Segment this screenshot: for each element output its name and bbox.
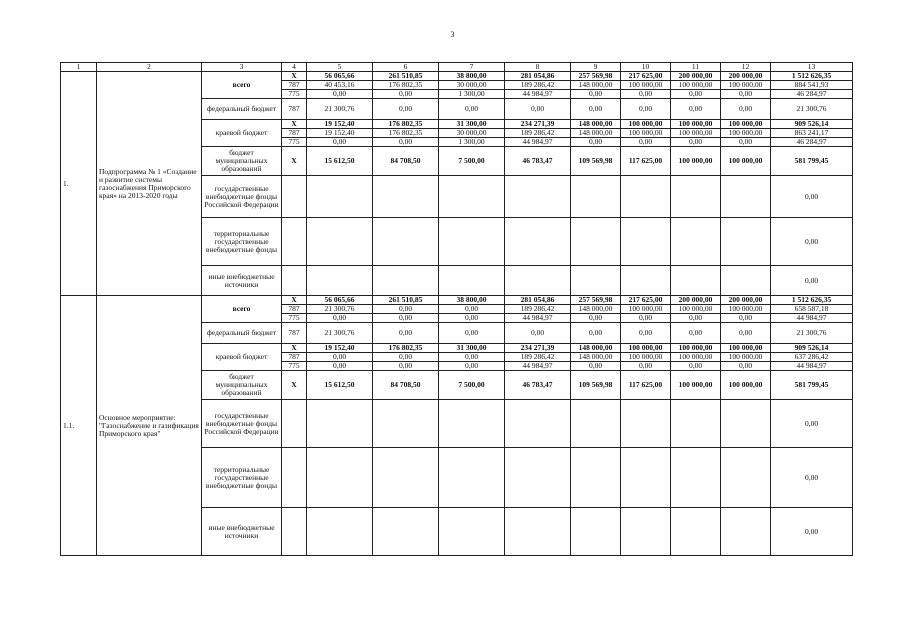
amount-cell: 200 000,00 bbox=[671, 72, 721, 81]
amount-cell: 100 000,00 bbox=[671, 147, 721, 176]
amount-cell: 21 300,76 bbox=[307, 99, 373, 120]
amount-cell bbox=[373, 266, 439, 296]
amount-cell: 234 271,39 bbox=[505, 344, 571, 353]
amount-cell: 637 286,42 bbox=[771, 353, 853, 362]
amount-cell bbox=[439, 176, 505, 218]
amount-cell bbox=[373, 508, 439, 556]
amount-cell: 0,00 bbox=[671, 362, 721, 371]
budget-table bbox=[60, 62, 853, 556]
amount-cell bbox=[721, 400, 771, 448]
amount-cell: 0,00 bbox=[373, 138, 439, 147]
amount-cell bbox=[721, 448, 771, 508]
funding-source-label: территориальные государственные внебюджетные фонды bbox=[202, 218, 282, 266]
kbk-code: 775 bbox=[282, 314, 307, 323]
amount-cell: 261 510,85 bbox=[373, 296, 439, 305]
amount-cell bbox=[621, 400, 671, 448]
amount-cell: 109 569,98 bbox=[571, 371, 621, 400]
amount-cell: 21 300,76 bbox=[307, 305, 373, 314]
amount-cell: 0,00 bbox=[671, 323, 721, 344]
column-header: 12 bbox=[721, 63, 771, 72]
amount-cell bbox=[505, 400, 571, 448]
amount-cell bbox=[505, 176, 571, 218]
amount-cell: 909 526,14 bbox=[771, 344, 853, 353]
kbk-code bbox=[282, 448, 307, 508]
amount-cell: 100 000,00 bbox=[671, 81, 721, 90]
column-header: 7 bbox=[439, 63, 505, 72]
amount-cell: 0,00 bbox=[671, 90, 721, 99]
amount-cell: 0,00 bbox=[439, 314, 505, 323]
amount-cell: 117 625,00 bbox=[621, 147, 671, 176]
kbk-code bbox=[282, 508, 307, 556]
amount-cell: 0,00 bbox=[621, 138, 671, 147]
kbk-code: X bbox=[282, 296, 307, 305]
amount-cell: 0,00 bbox=[439, 323, 505, 344]
amount-cell: 0,00 bbox=[373, 353, 439, 362]
column-header: 13 bbox=[771, 63, 853, 72]
amount-cell: 0,00 bbox=[571, 90, 621, 99]
amount-cell: 21 300,76 bbox=[307, 323, 373, 344]
kbk-code: 787 bbox=[282, 305, 307, 314]
column-header: 9 bbox=[571, 63, 621, 72]
kbk-code: X bbox=[282, 72, 307, 81]
amount-cell bbox=[621, 266, 671, 296]
amount-cell: 148 000,00 bbox=[571, 305, 621, 314]
amount-cell bbox=[571, 266, 621, 296]
amount-cell bbox=[571, 448, 621, 508]
kbk-code: 787 bbox=[282, 81, 307, 90]
amount-cell: 189 286,42 bbox=[505, 305, 571, 314]
amount-cell bbox=[721, 508, 771, 556]
amount-cell: 0,00 bbox=[671, 138, 721, 147]
amount-cell bbox=[505, 508, 571, 556]
amount-cell bbox=[373, 218, 439, 266]
kbk-code: 787 bbox=[282, 129, 307, 138]
table-row bbox=[61, 72, 853, 81]
funding-source-label: государственные внебюджетные фонды Российской Федерации bbox=[202, 400, 282, 448]
amount-cell: 0,00 bbox=[721, 138, 771, 147]
amount-cell: 100 000,00 bbox=[621, 353, 671, 362]
amount-cell: 56 065,66 bbox=[307, 296, 373, 305]
table-row bbox=[61, 296, 853, 305]
amount-cell: 0,00 bbox=[439, 353, 505, 362]
amount-cell: 21 300,76 bbox=[771, 323, 853, 344]
amount-cell bbox=[373, 176, 439, 218]
amount-cell: 0,00 bbox=[621, 362, 671, 371]
funding-source-label: федеральный бюджет bbox=[202, 323, 282, 344]
header-row bbox=[61, 63, 853, 72]
column-header: 2 bbox=[97, 63, 202, 72]
amount-cell: 100 000,00 bbox=[721, 305, 771, 314]
amount-cell: 0,00 bbox=[571, 362, 621, 371]
amount-cell: 189 286,42 bbox=[505, 353, 571, 362]
amount-cell bbox=[307, 400, 373, 448]
item-name: Подпрограмма № 1 «Создание и развитие системы газоснабжения Приморского края» на 2013-2020 годы bbox=[97, 72, 202, 296]
column-header: 8 bbox=[505, 63, 571, 72]
amount-cell: 257 569,98 bbox=[571, 296, 621, 305]
kbk-code bbox=[282, 266, 307, 296]
amount-cell: 19 152,40 bbox=[307, 129, 373, 138]
amount-cell: 0,00 bbox=[771, 218, 853, 266]
funding-source-label: территориальные государственные внебюджетные фонды bbox=[202, 448, 282, 508]
kbk-code: X bbox=[282, 120, 307, 129]
amount-cell: 0,00 bbox=[621, 99, 671, 120]
kbk-code: X bbox=[282, 344, 307, 353]
kbk-code: 787 bbox=[282, 99, 307, 120]
amount-cell: 0,00 bbox=[721, 314, 771, 323]
funding-source-label: всего bbox=[202, 72, 282, 99]
amount-cell: 0,00 bbox=[571, 99, 621, 120]
amount-cell bbox=[505, 266, 571, 296]
amount-cell: 1 300,00 bbox=[439, 138, 505, 147]
amount-cell bbox=[439, 266, 505, 296]
amount-cell bbox=[621, 508, 671, 556]
amount-cell bbox=[671, 448, 721, 508]
amount-cell: 84 708,50 bbox=[373, 371, 439, 400]
page-number: 3 bbox=[450, 30, 455, 39]
amount-cell: 884 541,93 bbox=[771, 81, 853, 90]
amount-cell: 46 783,47 bbox=[505, 147, 571, 176]
amount-cell: 176 802,35 bbox=[373, 81, 439, 90]
amount-cell: 1 512 626,35 bbox=[771, 72, 853, 81]
amount-cell: 38 800,00 bbox=[439, 296, 505, 305]
kbk-code bbox=[282, 218, 307, 266]
item-number: 1.1. bbox=[61, 296, 97, 556]
amount-cell: 281 054,86 bbox=[505, 72, 571, 81]
amount-cell: 100 000,00 bbox=[621, 120, 671, 129]
amount-cell: 0,00 bbox=[505, 323, 571, 344]
amount-cell: 46 284,97 bbox=[771, 138, 853, 147]
column-header: 10 bbox=[621, 63, 671, 72]
amount-cell: 109 569,98 bbox=[571, 147, 621, 176]
amount-cell: 44 984,97 bbox=[771, 314, 853, 323]
amount-cell bbox=[571, 218, 621, 266]
item-name: Основное мероприятие: "Газоснабжение и газификация Приморского края" bbox=[97, 296, 202, 556]
amount-cell: 261 510,85 bbox=[373, 72, 439, 81]
kbk-code: 775 bbox=[282, 90, 307, 99]
amount-cell bbox=[671, 218, 721, 266]
amount-cell: 46 783,47 bbox=[505, 371, 571, 400]
amount-cell bbox=[571, 400, 621, 448]
amount-cell bbox=[307, 218, 373, 266]
amount-cell: 217 625,00 bbox=[621, 296, 671, 305]
amount-cell: 30 000,00 bbox=[439, 129, 505, 138]
kbk-code: 775 bbox=[282, 362, 307, 371]
amount-cell: 100 000,00 bbox=[721, 353, 771, 362]
amount-cell bbox=[505, 448, 571, 508]
amount-cell: 0,00 bbox=[373, 99, 439, 120]
amount-cell: 0,00 bbox=[771, 266, 853, 296]
amount-cell: 189 286,42 bbox=[505, 81, 571, 90]
kbk-code bbox=[282, 176, 307, 218]
amount-cell bbox=[721, 218, 771, 266]
amount-cell: 7 500,00 bbox=[439, 147, 505, 176]
column-header: 3 bbox=[202, 63, 282, 72]
table-body bbox=[61, 63, 853, 556]
amount-cell: 44 984,97 bbox=[505, 90, 571, 99]
amount-cell bbox=[671, 266, 721, 296]
amount-cell bbox=[571, 508, 621, 556]
amount-cell: 0,00 bbox=[771, 400, 853, 448]
amount-cell: 176 802,35 bbox=[373, 129, 439, 138]
amount-cell: 117 625,00 bbox=[621, 371, 671, 400]
amount-cell: 176 802,35 bbox=[373, 344, 439, 353]
amount-cell bbox=[373, 448, 439, 508]
funding-source-label: бюджет муниципальных образований bbox=[202, 371, 282, 400]
kbk-code: 787 bbox=[282, 323, 307, 344]
amount-cell: 0,00 bbox=[721, 90, 771, 99]
amount-cell: 0,00 bbox=[373, 362, 439, 371]
amount-cell: 19 152,40 bbox=[307, 344, 373, 353]
funding-source-label: иные внебюджетные источники bbox=[202, 508, 282, 556]
amount-cell bbox=[571, 176, 621, 218]
amount-cell bbox=[621, 448, 671, 508]
amount-cell: 0,00 bbox=[439, 305, 505, 314]
amount-cell: 0,00 bbox=[571, 138, 621, 147]
amount-cell bbox=[439, 218, 505, 266]
kbk-code: X bbox=[282, 371, 307, 400]
amount-cell: 0,00 bbox=[721, 362, 771, 371]
kbk-code: 775 bbox=[282, 138, 307, 147]
amount-cell: 176 802,35 bbox=[373, 120, 439, 129]
amount-cell: 100 000,00 bbox=[721, 371, 771, 400]
funding-source-label: иные внебюджетные источники bbox=[202, 266, 282, 296]
amount-cell: 40 453,16 bbox=[307, 81, 373, 90]
amount-cell bbox=[671, 176, 721, 218]
amount-cell: 0,00 bbox=[307, 353, 373, 362]
amount-cell: 100 000,00 bbox=[721, 147, 771, 176]
amount-cell: 44 984,97 bbox=[505, 362, 571, 371]
amount-cell: 100 000,00 bbox=[621, 81, 671, 90]
amount-cell: 0,00 bbox=[671, 99, 721, 120]
amount-cell bbox=[307, 448, 373, 508]
funding-source-label: федеральный бюджет bbox=[202, 99, 282, 120]
amount-cell: 0,00 bbox=[771, 508, 853, 556]
amount-cell: 148 000,00 bbox=[571, 120, 621, 129]
amount-cell: 0,00 bbox=[505, 99, 571, 120]
amount-cell bbox=[439, 400, 505, 448]
amount-cell: 0,00 bbox=[671, 314, 721, 323]
amount-cell: 0,00 bbox=[373, 323, 439, 344]
amount-cell: 0,00 bbox=[373, 314, 439, 323]
amount-cell: 1 300,00 bbox=[439, 90, 505, 99]
amount-cell: 100 000,00 bbox=[621, 305, 671, 314]
amount-cell: 148 000,00 bbox=[571, 344, 621, 353]
amount-cell bbox=[439, 508, 505, 556]
amount-cell: 30 000,00 bbox=[439, 81, 505, 90]
column-header: 1 bbox=[61, 63, 97, 72]
amount-cell: 200 000,00 bbox=[721, 296, 771, 305]
amount-cell: 100 000,00 bbox=[671, 353, 721, 362]
amount-cell: 31 300,00 bbox=[439, 344, 505, 353]
amount-cell: 148 000,00 bbox=[571, 353, 621, 362]
amount-cell: 100 000,00 bbox=[671, 371, 721, 400]
amount-cell: 257 569,98 bbox=[571, 72, 621, 81]
amount-cell: 100 000,00 bbox=[621, 344, 671, 353]
amount-cell: 0,00 bbox=[771, 448, 853, 508]
amount-cell: 658 587,18 bbox=[771, 305, 853, 314]
amount-cell: 1 512 626,35 bbox=[771, 296, 853, 305]
column-header: 11 bbox=[671, 63, 721, 72]
amount-cell: 581 799,45 bbox=[771, 371, 853, 400]
amount-cell: 7 500,00 bbox=[439, 371, 505, 400]
amount-cell: 0,00 bbox=[439, 362, 505, 371]
amount-cell: 100 000,00 bbox=[671, 129, 721, 138]
amount-cell: 0,00 bbox=[439, 99, 505, 120]
amount-cell: 0,00 bbox=[771, 176, 853, 218]
amount-cell bbox=[621, 176, 671, 218]
amount-cell: 56 065,66 bbox=[307, 72, 373, 81]
amount-cell: 19 152,40 bbox=[307, 120, 373, 129]
amount-cell: 0,00 bbox=[307, 138, 373, 147]
amount-cell: 15 612,50 bbox=[307, 371, 373, 400]
amount-cell: 581 799,45 bbox=[771, 147, 853, 176]
amount-cell: 281 054,86 bbox=[505, 296, 571, 305]
funding-source-label: бюджет муниципальных образований bbox=[202, 147, 282, 176]
amount-cell bbox=[505, 218, 571, 266]
amount-cell: 46 284,97 bbox=[771, 90, 853, 99]
amount-cell: 0,00 bbox=[571, 314, 621, 323]
amount-cell: 100 000,00 bbox=[721, 344, 771, 353]
amount-cell: 0,00 bbox=[621, 90, 671, 99]
amount-cell: 0,00 bbox=[307, 362, 373, 371]
amount-cell: 148 000,00 bbox=[571, 81, 621, 90]
amount-cell: 44 984,97 bbox=[505, 138, 571, 147]
amount-cell: 217 625,00 bbox=[621, 72, 671, 81]
amount-cell: 0,00 bbox=[307, 314, 373, 323]
amount-cell: 100 000,00 bbox=[621, 129, 671, 138]
funding-source-label: государственные внебюджетные фонды Российской Федерации bbox=[202, 176, 282, 218]
amount-cell bbox=[307, 266, 373, 296]
amount-cell: 0,00 bbox=[721, 99, 771, 120]
amount-cell: 0,00 bbox=[307, 90, 373, 99]
column-header: 6 bbox=[373, 63, 439, 72]
kbk-code bbox=[282, 400, 307, 448]
amount-cell: 100 000,00 bbox=[721, 81, 771, 90]
amount-cell: 100 000,00 bbox=[671, 344, 721, 353]
amount-cell: 234 271,39 bbox=[505, 120, 571, 129]
amount-cell bbox=[721, 176, 771, 218]
amount-cell: 84 708,50 bbox=[373, 147, 439, 176]
amount-cell: 909 526,14 bbox=[771, 120, 853, 129]
amount-cell: 189 286,42 bbox=[505, 129, 571, 138]
amount-cell: 100 000,00 bbox=[671, 305, 721, 314]
amount-cell: 44 984,97 bbox=[771, 362, 853, 371]
amount-cell: 31 300,00 bbox=[439, 120, 505, 129]
amount-cell bbox=[671, 508, 721, 556]
funding-source-label: всего bbox=[202, 296, 282, 323]
amount-cell: 100 000,00 bbox=[671, 120, 721, 129]
kbk-code: X bbox=[282, 147, 307, 176]
amount-cell bbox=[439, 448, 505, 508]
amount-cell: 0,00 bbox=[373, 305, 439, 314]
item-number: 1. bbox=[61, 72, 97, 296]
amount-cell: 38 800,00 bbox=[439, 72, 505, 81]
amount-cell: 0,00 bbox=[621, 323, 671, 344]
amount-cell: 100 000,00 bbox=[721, 129, 771, 138]
amount-cell: 0,00 bbox=[721, 323, 771, 344]
amount-cell: 863 241,17 bbox=[771, 129, 853, 138]
amount-cell bbox=[721, 266, 771, 296]
amount-cell: 21 300,76 bbox=[771, 99, 853, 120]
kbk-code: 787 bbox=[282, 353, 307, 362]
column-header: 4 bbox=[282, 63, 307, 72]
amount-cell bbox=[307, 176, 373, 218]
amount-cell: 200 000,00 bbox=[721, 72, 771, 81]
amount-cell bbox=[307, 508, 373, 556]
amount-cell: 44 984,97 bbox=[505, 314, 571, 323]
amount-cell: 0,00 bbox=[621, 314, 671, 323]
amount-cell bbox=[621, 218, 671, 266]
amount-cell bbox=[373, 400, 439, 448]
amount-cell: 148 000,00 bbox=[571, 129, 621, 138]
funding-source-label: краевой бюджет bbox=[202, 344, 282, 371]
amount-cell bbox=[671, 400, 721, 448]
amount-cell: 0,00 bbox=[571, 323, 621, 344]
amount-cell: 100 000,00 bbox=[721, 120, 771, 129]
funding-source-label: краевой бюджет bbox=[202, 120, 282, 147]
amount-cell: 200 000,00 bbox=[671, 296, 721, 305]
column-header: 5 bbox=[307, 63, 373, 72]
amount-cell: 0,00 bbox=[373, 90, 439, 99]
amount-cell: 15 612,50 bbox=[307, 147, 373, 176]
